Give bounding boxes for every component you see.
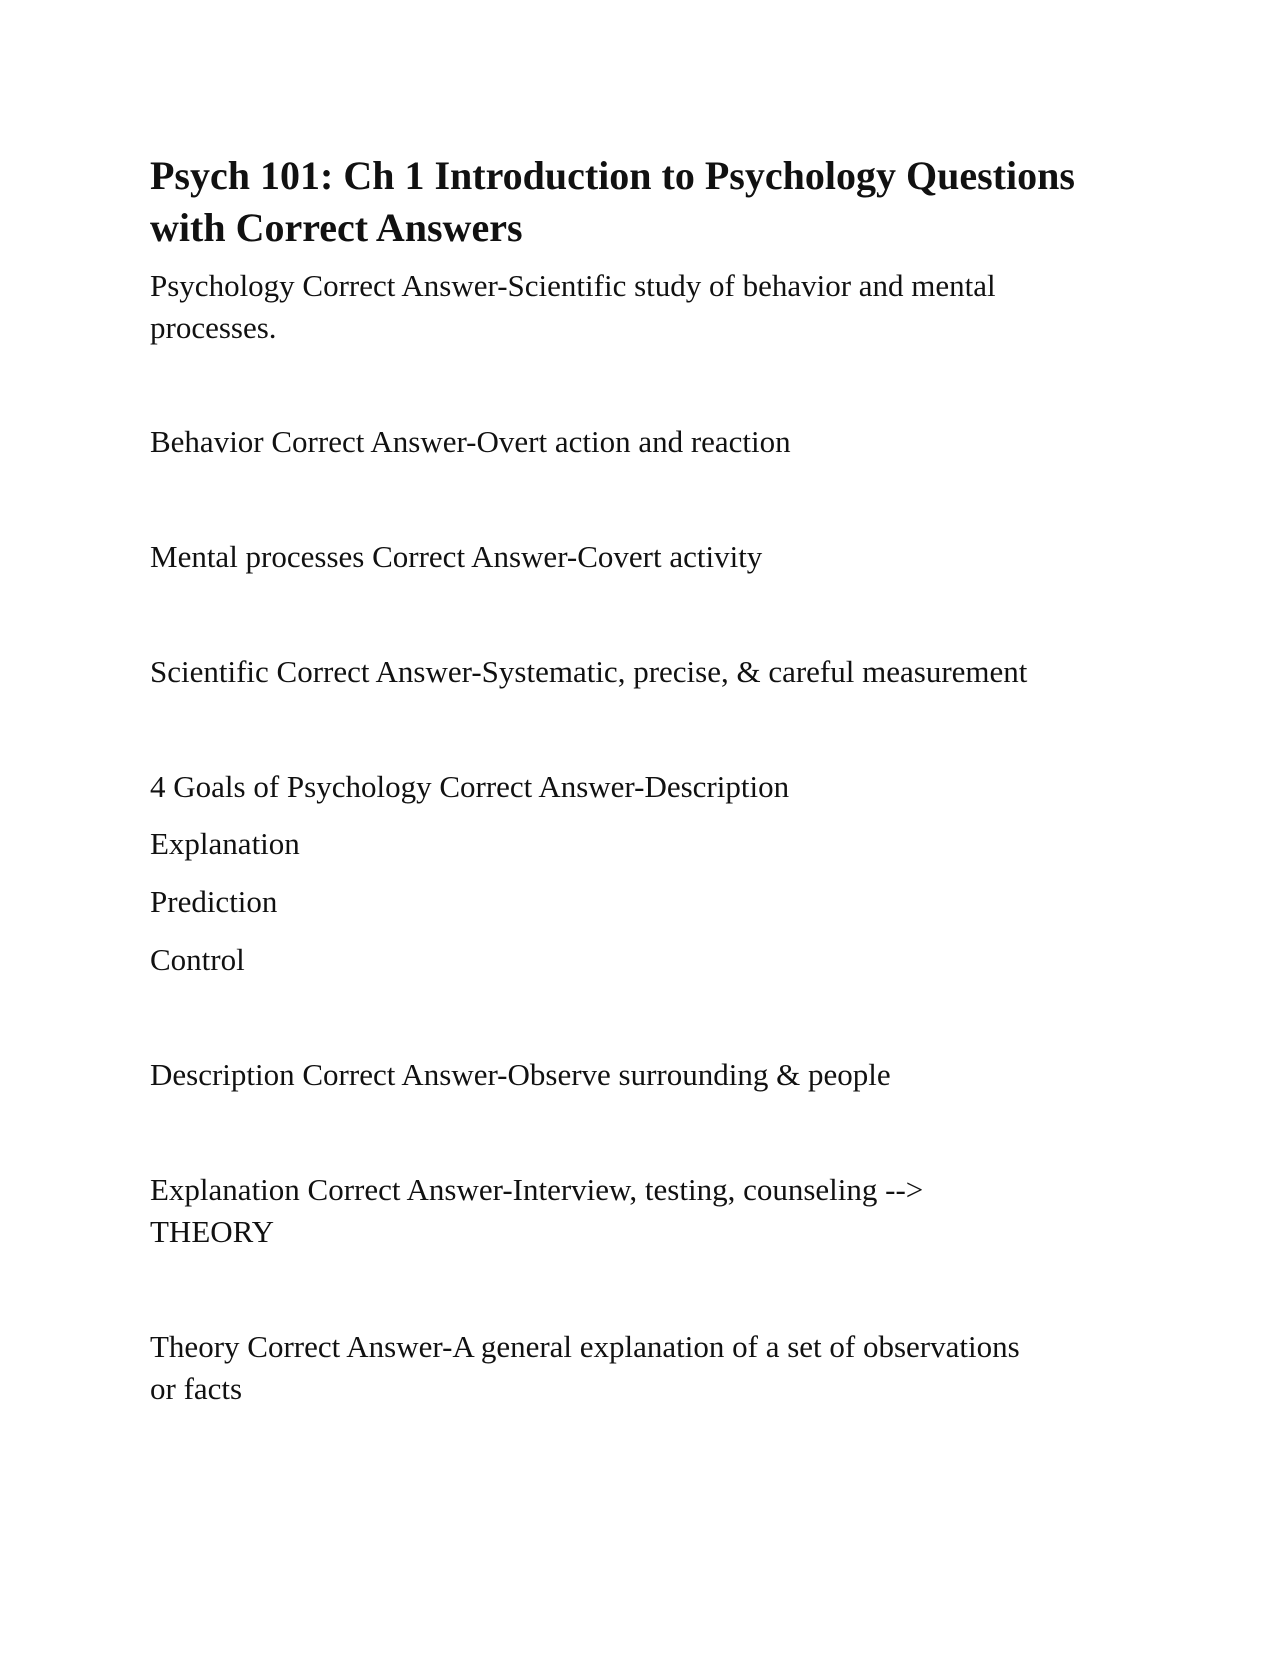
qa-entry-text-continued: THEORY: [150, 1214, 274, 1249]
qa-entry-behavior: [150, 421, 1110, 463]
document-title-line-2: with Correct Answers: [150, 205, 523, 250]
qa-entry-goals: [150, 766, 1110, 808]
qa-entry-text: Psychology Correct Answer-Scientific study of behavior and mental: [150, 268, 996, 303]
qa-entry-text: Theory Correct Answer-A general explanation of a set of observations: [150, 1329, 1020, 1364]
qa-entry-explanation: [150, 1169, 1110, 1253]
qa-entry-description: [150, 1054, 1110, 1096]
qa-entry-psychology: [150, 265, 1110, 349]
goal-item-prediction: Prediction: [150, 884, 278, 919]
qa-entry-text-continued: or facts: [150, 1371, 243, 1406]
goal-item-control: Control: [150, 942, 245, 977]
qa-entry-text: 4 Goals of Psychology Correct Answer-Description: [150, 769, 790, 804]
qa-entry-text: Behavior Correct Answer-Overt action and reaction: [150, 424, 791, 459]
qa-entry-text: Explanation Correct Answer-Interview, testing, counseling -->: [150, 1172, 924, 1207]
qa-entry-scientific: [150, 651, 1110, 693]
qa-entry-text: Mental processes Correct Answer-Covert activity: [150, 539, 763, 574]
qa-entry-text-continued: processes.: [150, 310, 277, 345]
qa-entry-text: Description Correct Answer-Observe surrounding & people: [150, 1057, 891, 1092]
qa-entry-text: Scientific Correct Answer-Systematic, precise, & careful measurement: [150, 654, 1028, 689]
document-title-line-1: Psych 101: Ch 1 Introduction to Psychology Questions: [150, 153, 1075, 198]
qa-entry-theory: [150, 1326, 1110, 1410]
document-title: [150, 150, 1140, 254]
qa-entry-mental-processes: [150, 536, 1110, 578]
goal-item-explanation: Explanation: [150, 826, 300, 861]
